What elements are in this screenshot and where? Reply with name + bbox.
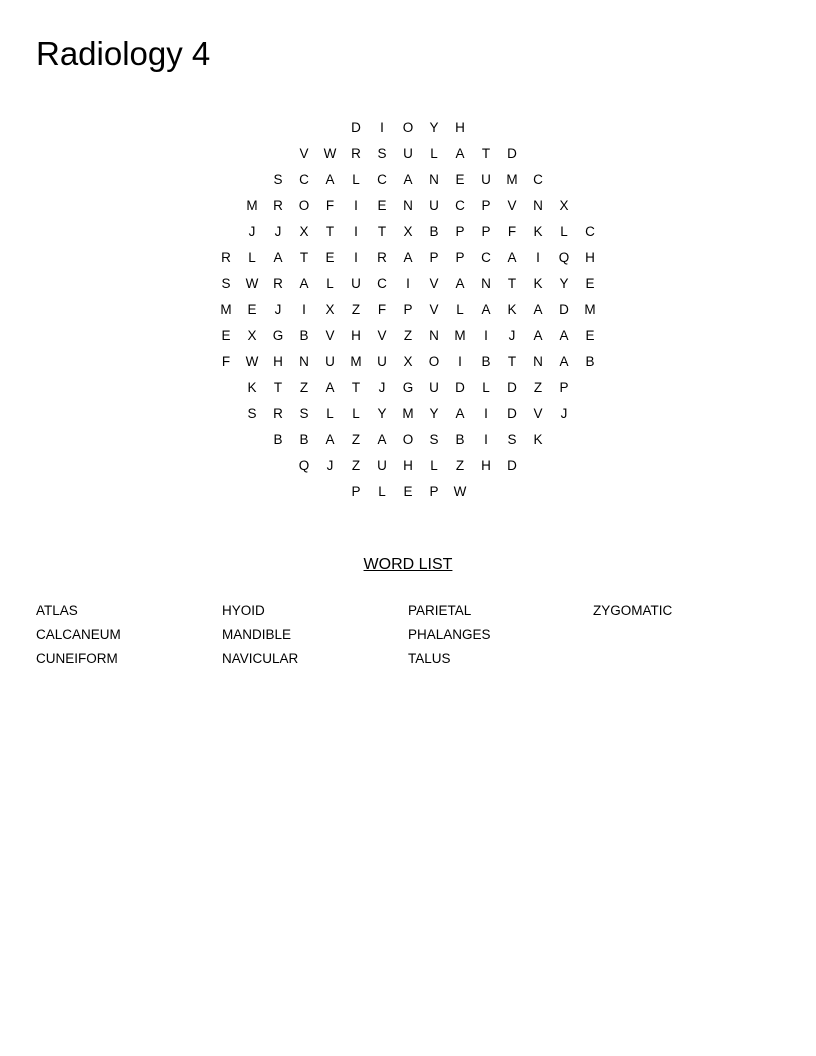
grid-letter: F [325,198,335,213]
grid-letter: A [507,250,517,265]
grid-letter: J [274,224,282,239]
grid-letter: T [273,380,283,395]
grid-letter: K [247,380,257,395]
grid-letter: C [377,172,387,187]
grid-letter: N [429,328,439,343]
grid-letter: T [325,224,335,239]
grid-letter: D [507,458,517,473]
grid-letter: Z [351,458,361,473]
grid-letter: S [299,406,309,421]
grid-letter: R [221,250,231,265]
word-list-item: CALCANEUM [36,627,121,642]
word-list-item: PHALANGES [408,627,491,642]
grid-letter: O [402,120,414,135]
word-list-item: ATLAS [36,603,78,618]
grid-letter: P [455,250,465,265]
grid-letter: Y [559,276,569,291]
grid-letter: I [458,354,462,369]
grid-letter: J [248,224,256,239]
grid-letter: A [455,276,465,291]
grid-letter: A [455,146,465,161]
grid-letter: I [406,276,410,291]
grid-letter: L [352,406,360,421]
grid-letter: A [377,432,387,447]
grid-letter: I [354,224,358,239]
grid-letter: E [455,172,465,187]
grid-letter: O [298,198,310,213]
grid-letter: B [299,328,309,343]
grid-letter: Y [377,406,387,421]
grid-letter: L [430,146,438,161]
grid-letter: I [536,250,540,265]
grid-letter: W [245,354,259,369]
grid-letter: K [533,432,543,447]
grid-letter: M [506,172,518,187]
grid-letter: Z [351,432,361,447]
grid-letter: U [429,198,439,213]
grid-letter: B [455,432,465,447]
word-list-heading: WORD LIST [363,556,453,573]
grid-letter: I [354,198,358,213]
grid-letter: X [247,328,257,343]
grid-letter: S [221,276,231,291]
grid-letter: H [273,354,283,369]
grid-letter: M [246,198,258,213]
grid-letter: D [455,380,465,395]
grid-letter: I [380,120,384,135]
grid-letter: E [377,198,387,213]
grid-letter: E [585,276,595,291]
grid-letter: M [584,302,596,317]
grid-letter: N [299,354,309,369]
grid-letter: J [560,406,568,421]
word-list-item: TALUS [408,651,451,666]
grid-letter: Y [429,120,439,135]
grid-letter: L [248,250,256,265]
grid-letter: N [403,198,413,213]
grid-letter: S [247,406,257,421]
word-list-item: HYOID [222,603,265,618]
grid-letter: W [323,146,337,161]
grid-letter: E [325,250,335,265]
grid-letter: T [507,354,517,369]
grid-letter: B [429,224,439,239]
grid-letter: A [273,250,283,265]
grid-letter: L [326,276,334,291]
grid-letter: E [585,328,595,343]
grid-letter: T [299,250,309,265]
grid-letter: K [507,302,517,317]
grid-letter: C [533,172,543,187]
grid-letter: X [325,302,335,317]
grid-letter: J [274,302,282,317]
grid-letter: B [273,432,283,447]
grid-letter: H [351,328,361,343]
grid-letter: F [507,224,517,239]
grid-letter: D [559,302,569,317]
grid-letter: E [247,302,257,317]
grid-letter: A [533,328,543,343]
grid-letter: U [325,354,335,369]
grid-letter: P [559,380,569,395]
grid-letter: U [429,380,439,395]
grid-letter: N [429,172,439,187]
grid-letter: S [377,146,387,161]
grid-letter: X [559,198,569,213]
grid-letter: C [455,198,465,213]
grid-letter: U [403,146,413,161]
grid-letter: V [299,146,309,161]
grid-letter: G [272,328,284,343]
grid-letter: N [533,198,543,213]
grid-letter: U [377,354,387,369]
grid-letter: Z [299,380,309,395]
grid-letter: J [326,458,334,473]
grid-letter: R [273,198,283,213]
grid-letter: M [402,406,414,421]
grid-letter: X [403,354,413,369]
grid-letter: P [455,224,465,239]
grid-letter: Q [298,458,310,473]
grid-letter: V [533,406,543,421]
grid-letter: L [352,172,360,187]
grid-letter: A [299,276,309,291]
grid-letter: D [507,406,517,421]
grid-letter: F [377,302,387,317]
grid-letter: V [325,328,335,343]
grid-letter: A [403,250,413,265]
grid-letter: U [351,276,361,291]
grid-letter: U [481,172,491,187]
grid-letter: P [481,198,491,213]
grid-letter: C [585,224,595,239]
word-list-item: NAVICULAR [222,651,299,666]
grid-letter: P [481,224,491,239]
grid-letter: H [585,250,595,265]
grid-letter: H [481,458,491,473]
grid-letter: C [377,276,387,291]
grid-letter: A [325,380,335,395]
grid-letter: R [273,276,283,291]
grid-letter: K [533,224,543,239]
grid-letter: E [221,328,231,343]
word-list-item: CUNEIFORM [36,651,118,666]
grid-letter: T [351,380,361,395]
grid-letter: Y [429,406,439,421]
grid-letter: D [351,120,361,135]
grid-letter: J [378,380,386,395]
page-title: Radiology 4 [36,35,211,72]
grid-letter: I [484,432,488,447]
grid-letter: B [299,432,309,447]
grid-letter: B [481,354,491,369]
grid-letter: E [403,484,413,499]
grid-letter: T [377,224,387,239]
grid-letter: L [430,458,438,473]
grid-letter: A [325,432,335,447]
grid-letter: S [507,432,517,447]
grid-letter: A [533,302,543,317]
grid-letter: L [482,380,490,395]
grid-letter: A [455,406,465,421]
grid-letter: M [454,328,466,343]
grid-letter: Q [558,250,570,265]
grid-letter: O [428,354,440,369]
grid-letter: M [220,302,232,317]
grid-letter: P [429,484,439,499]
grid-letter: K [533,276,543,291]
grid-letter: R [351,146,361,161]
grid-letter: P [351,484,361,499]
grid-letter: Z [351,302,361,317]
grid-letter: W [245,276,259,291]
grid-letter: V [377,328,387,343]
grid-letter: L [560,224,568,239]
grid-letter: A [559,354,569,369]
grid-letter: B [585,354,595,369]
grid-letter: H [403,458,413,473]
grid-letter: I [484,406,488,421]
grid-letter: C [481,250,491,265]
grid-letter: V [429,302,439,317]
grid-letter: Z [403,328,413,343]
grid-letter: M [350,354,362,369]
grid-letter: G [402,380,414,395]
grid-letter: T [481,146,491,161]
grid-letter: A [481,302,491,317]
grid-letter: X [299,224,309,239]
grid-letter: N [481,276,491,291]
grid-letter: J [508,328,516,343]
grid-letter: A [325,172,335,187]
grid-letter: D [507,146,517,161]
grid-letter: X [403,224,413,239]
grid-letter: S [273,172,283,187]
grid-letter: T [507,276,517,291]
grid-letter: W [453,484,467,499]
grid-letter: S [429,432,439,447]
grid-letter: I [302,302,306,317]
grid-letter: N [533,354,543,369]
grid-letter: A [403,172,413,187]
word-list-item: MANDIBLE [222,627,292,642]
grid-letter: R [273,406,283,421]
grid-letter: V [429,276,439,291]
grid-letter: U [377,458,387,473]
grid-letter: L [326,406,334,421]
grid-letter: F [221,354,231,369]
grid-letter: H [455,120,465,135]
grid-letter: L [456,302,464,317]
grid-letter: Z [455,458,465,473]
grid-letter: P [429,250,439,265]
grid-letter: A [559,328,569,343]
word-list-item: ZYGOMATIC [593,603,673,618]
grid-letter: V [507,198,517,213]
grid-letter: O [402,432,414,447]
grid-letter: I [484,328,488,343]
grid-letter: I [354,250,358,265]
grid-letter: L [378,484,386,499]
grid-letter: D [507,380,517,395]
word-list-item: PARIETAL [408,603,472,618]
grid-letter: R [377,250,387,265]
grid-letter: Z [533,380,543,395]
grid-letter: P [403,302,413,317]
grid-letter: C [299,172,309,187]
